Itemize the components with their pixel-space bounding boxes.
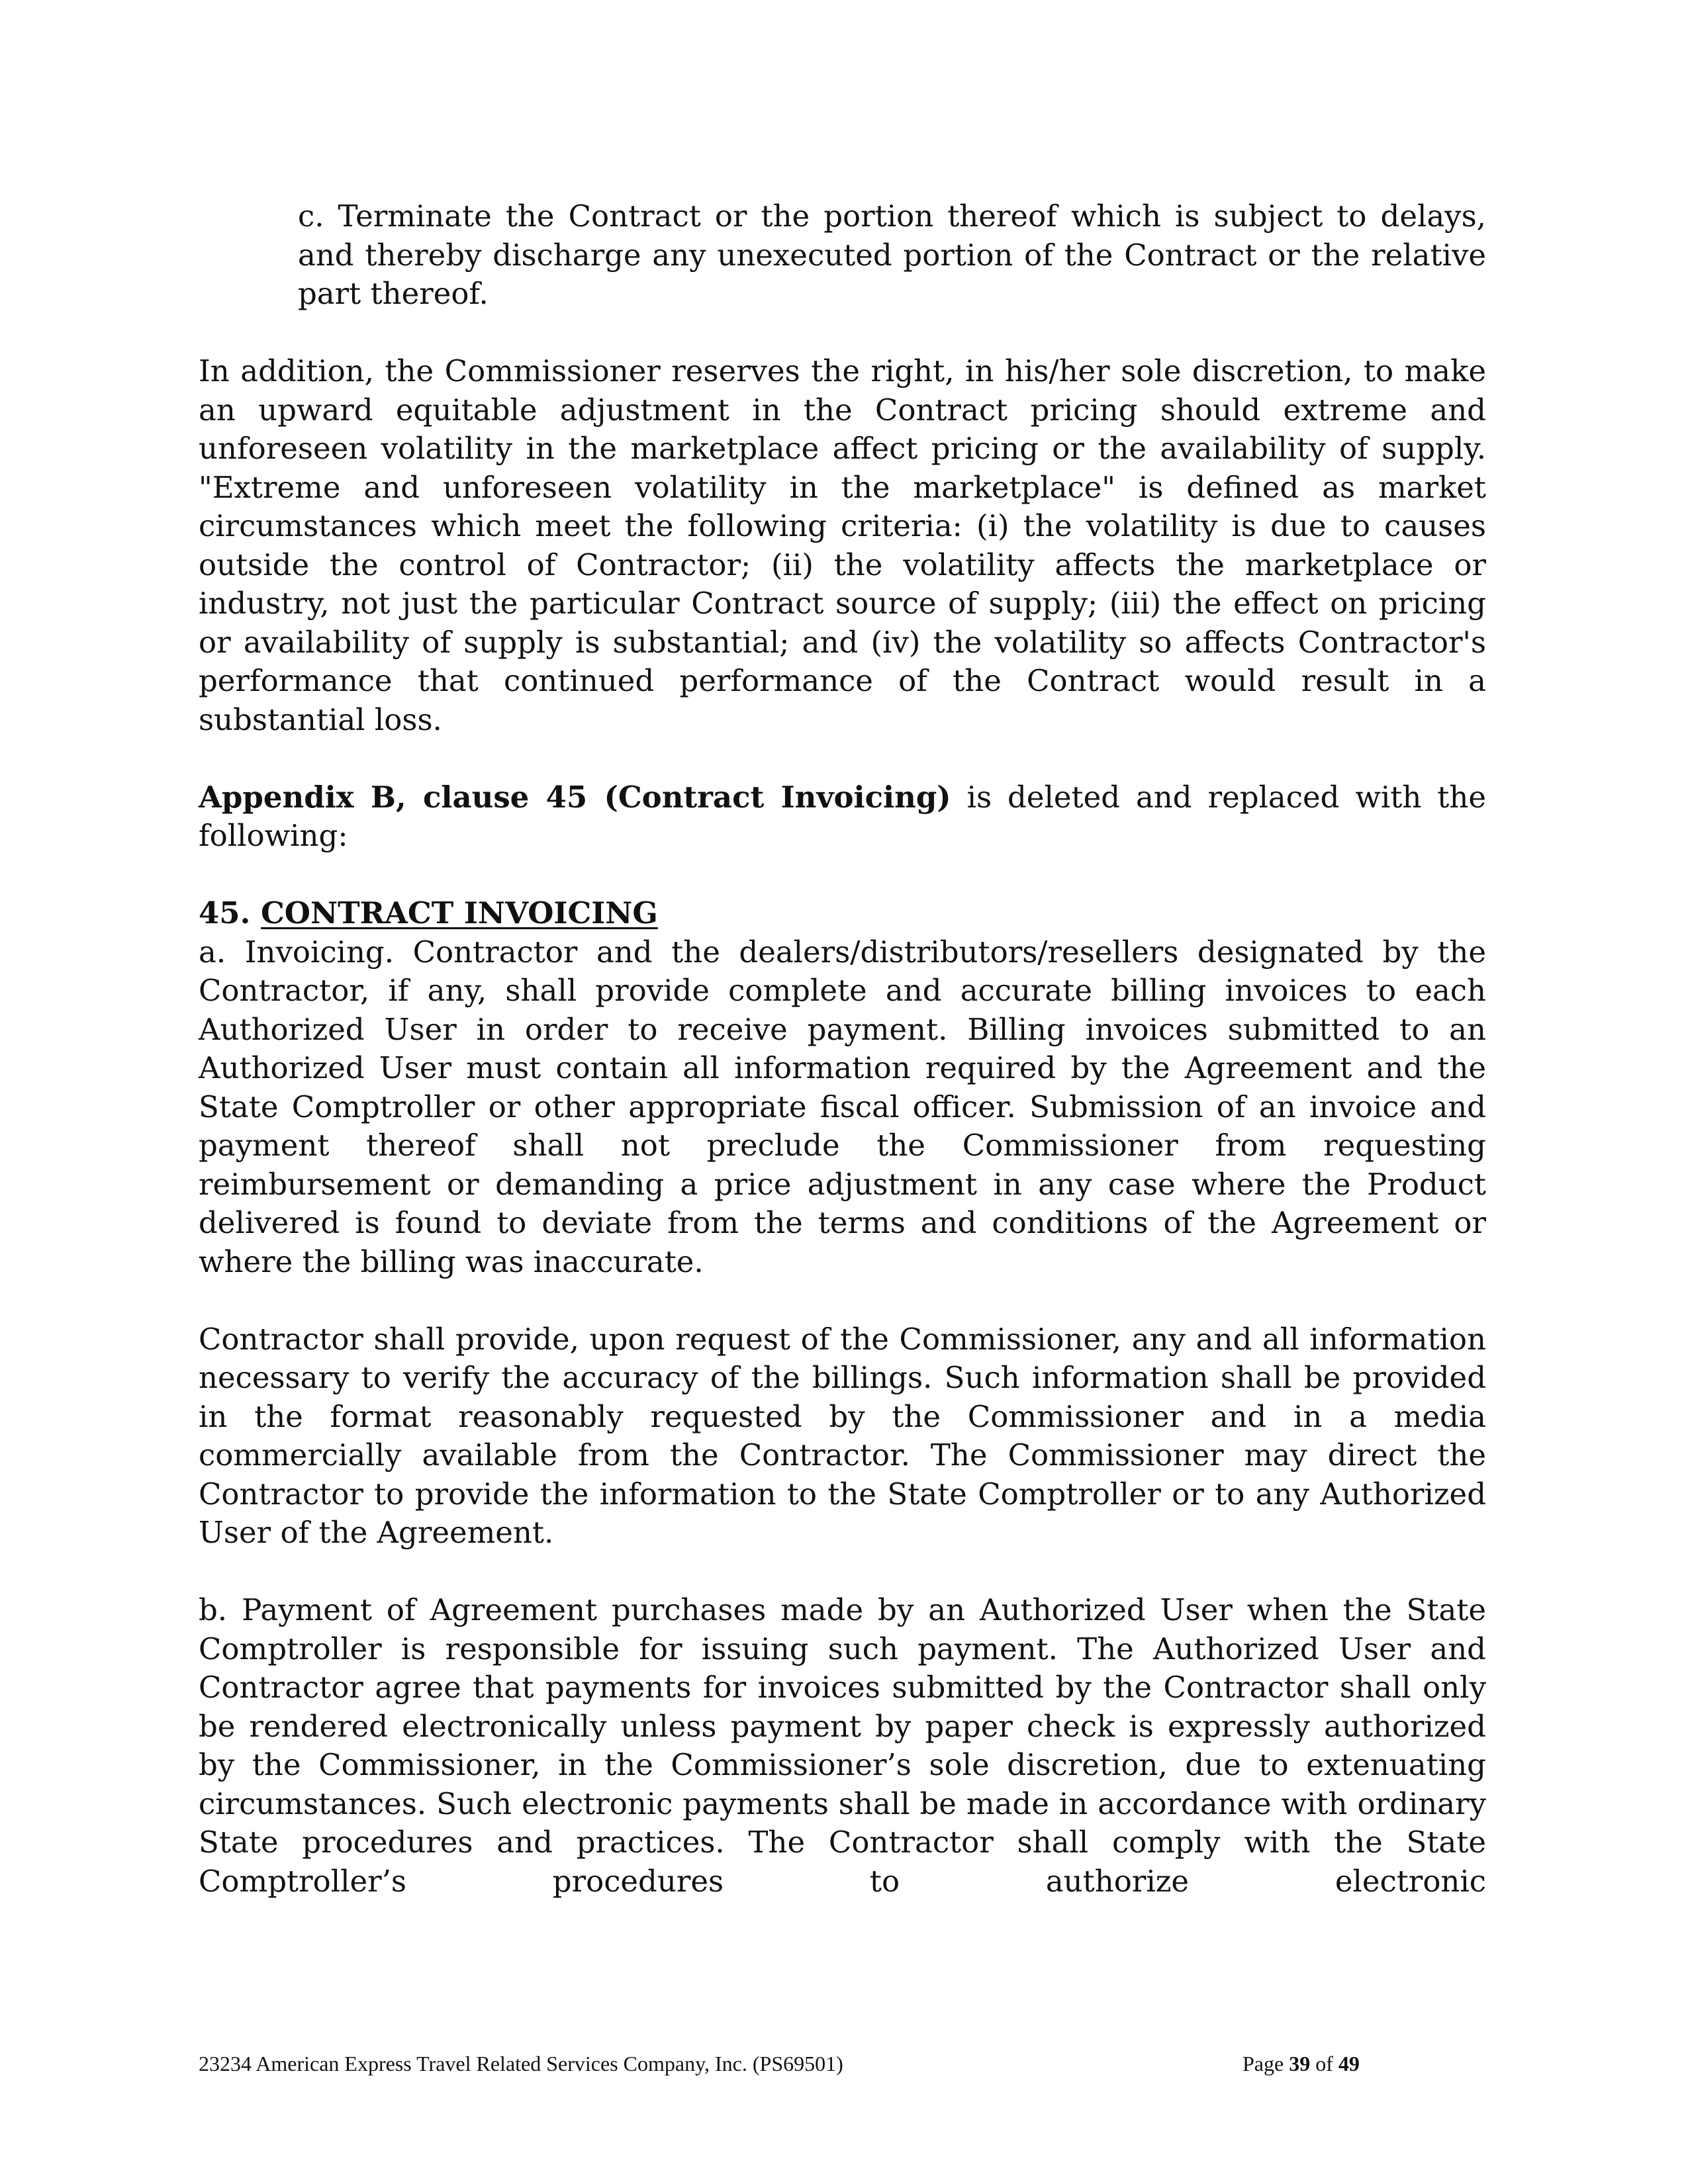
- footer-of-word: of: [1310, 2052, 1338, 2075]
- footer-document-id: 23234 American Express Travel Related Services Company, Inc. (PS69501): [199, 2052, 843, 2075]
- paragraph-b-payment: b. Payment of Agreement purchases made by an Authorized User when the State Comptroller is responsible for issuing such payment. The Authorized User and Contractor agree that payments for invoices submitted by the Contractor shall only be rendered electronically unless payment by paper check is expressly authorized by the Commissioner, in the Commissioner’s sole discretion, due to extenuating circumstances. Such electronic payments shall be made in accordance with ordinary State procedures and practices. The Contractor shall comply with the State Comptroller’s procedures to authorize electronic: [199, 1592, 1486, 1899]
- footer-page-number: [1243, 2050, 1360, 2077]
- footer-page-word: Page: [1243, 2052, 1289, 2075]
- appendix-b-clause-reference: Appendix B, clause 45 (Contract Invoicing): [199, 779, 951, 815]
- appendix-b-clause-text: is deleted and replaced with the following:: [199, 779, 1486, 853]
- footer-page-total: 49: [1338, 2052, 1360, 2075]
- paragraph-contractor-information: Contractor shall provide, upon request of the Commissioner, any and all information necessary to verify the accuracy of the billings. Such information shall be provided in the format reasonably requested by the Commissioner and in a media commercially available from the Contractor. The Commissioner may direct the Contractor to provide the information to the State Comptroller or to any Authorized User of the Agreement.: [199, 1321, 1486, 1550]
- paragraph-upward-adjustment: In addition, the Commissioner reserves the right, in his/her sole discretion, to make an upward equitable adjustment in the Contract pricing should extreme and unforeseen volatility in the marketplace affect pricing or the availability of supply. "Extreme and unforeseen volatility in the marketplace" is defined as market circumstances which meet the following criteria: (i) the volatility is due to causes outside the control of Contractor; (ii) the volatility affects the marketplace or industry, not just the particular Contract source of supply; (iii) the effect on pricing or availability of supply is substantial; and (iv) the volatility so affects Contractor's performance that continued performance of the Contract would result in a substantial loss.: [199, 353, 1486, 737]
- section-title: CONTRACT INVOICING: [260, 895, 658, 931]
- section-number: 45.: [199, 895, 261, 931]
- paragraph-appendix-b-clause-45: [199, 778, 1486, 856]
- paragraph-c-terminate: c. Terminate the Contract or the portion thereof which is subject to delays, and thereby discharge any unexecuted portion of the Contract or the relative part thereof.: [298, 199, 1486, 311]
- document-body: [199, 197, 1486, 1901]
- footer-page-current: 39: [1289, 2052, 1311, 2075]
- paragraph-a-invoicing: a. Invoicing. Contractor and the dealers/distributors/resellers designated by the Contractor, if any, shall provide complete and accurate billing invoices to each Authorized User in order to receive payment. Billing invoices submitted to an Authorized User must contain all information required by the Agreement and the State Comptroller or other appropriate fiscal officer. Submission of an invoice and payment thereof shall not preclude the Commissioner from requesting reimbursement or demanding a price adjustment in any case where the Product delivered is found to deviate from the terms and conditions of the Agreement or where the billing was inaccurate.: [199, 934, 1486, 1279]
- section-heading-45: [199, 894, 1486, 933]
